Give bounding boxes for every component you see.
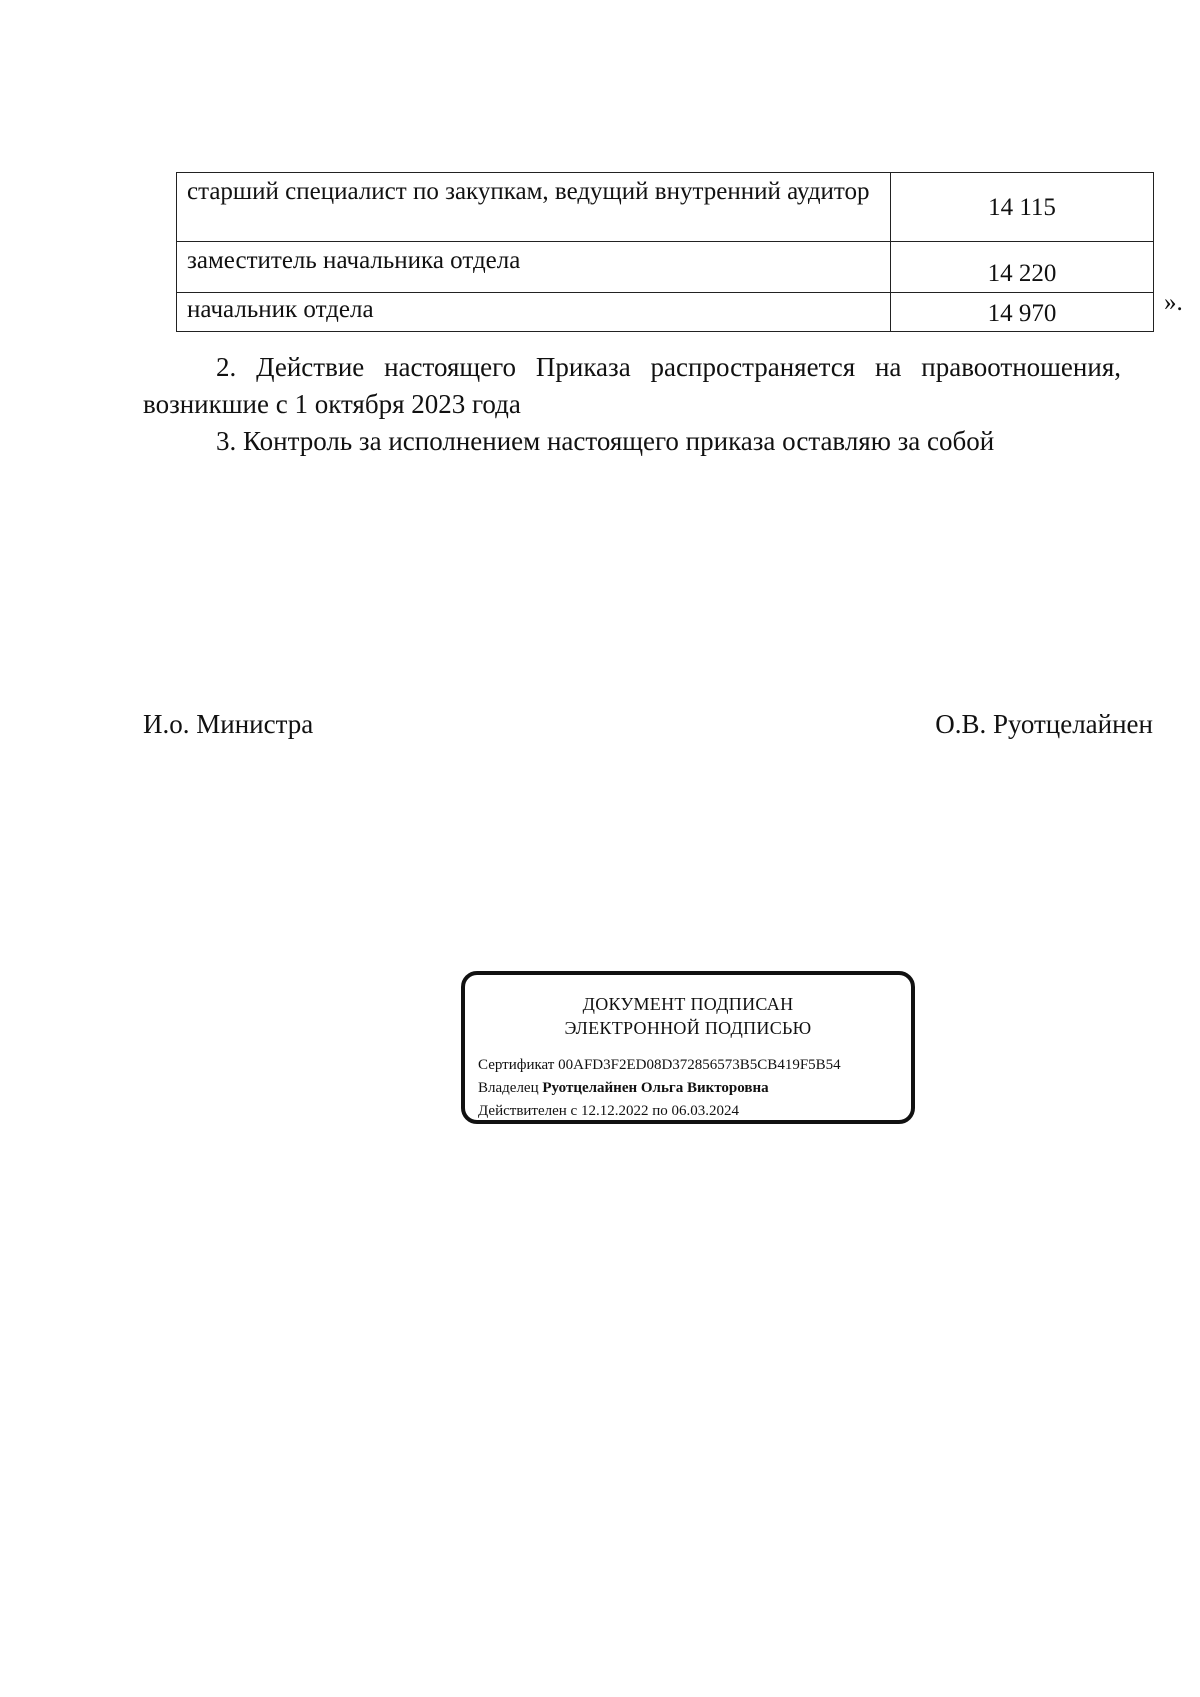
owner-line	[478, 1077, 841, 1100]
table-row	[177, 293, 1154, 332]
position-cell: начальник отдела	[177, 293, 891, 332]
salary-value-cell: 14 220	[890, 242, 1153, 293]
stamp-title-line-1: ДОКУМЕНТ ПОДПИСАН	[582, 994, 794, 1014]
valid-from-label: Действителен с	[478, 1103, 578, 1119]
certificate-line	[478, 1054, 841, 1077]
table-row	[177, 242, 1154, 293]
valid-from-date: 12.12.2022	[580, 1103, 649, 1119]
stamp-details	[478, 1054, 841, 1123]
validity-line	[478, 1100, 841, 1123]
valid-to-date: 06.03.2024	[671, 1103, 739, 1119]
salary-table	[176, 172, 1154, 332]
certificate-value: 00AFD3F2ED08D372856573B5CB419F5B54	[558, 1057, 841, 1073]
electronic-signature-stamp	[461, 971, 915, 1124]
owner-label: Владелец	[478, 1080, 539, 1096]
stamp-title-line-2: ЭЛЕКТРОННОЙ ПОДПИСЬЮ	[564, 1018, 812, 1038]
signatory-name: О.В. Руотцелайнен	[935, 709, 1153, 739]
closing-quote: ».	[1164, 289, 1183, 316]
owner-value: Руотцелайнен Ольга Викторовна	[542, 1080, 769, 1096]
paragraph-3: 3. Контроль за исполнением настоящего приказа оставляю за собой	[216, 426, 995, 456]
salary-value-cell: 14 970	[890, 293, 1153, 332]
valid-to-label: по	[652, 1103, 668, 1119]
salary-value-cell: 14 115	[890, 173, 1153, 242]
position-cell: заместитель начальника отдела	[177, 242, 891, 293]
signatory-position: И.о. Министра	[143, 709, 314, 739]
position-cell: старший специалист по закупкам, ведущий внутренний аудитор	[177, 173, 891, 242]
paragraph-2: 2. Действие настоящего Приказа распространяется на правоотношения, возникшие с 1 октября 2023 года	[143, 352, 1121, 419]
certificate-label: Сертификат	[478, 1057, 555, 1073]
table-row	[177, 173, 1154, 242]
signature-block	[143, 707, 1153, 741]
stamp-title	[465, 992, 911, 1040]
